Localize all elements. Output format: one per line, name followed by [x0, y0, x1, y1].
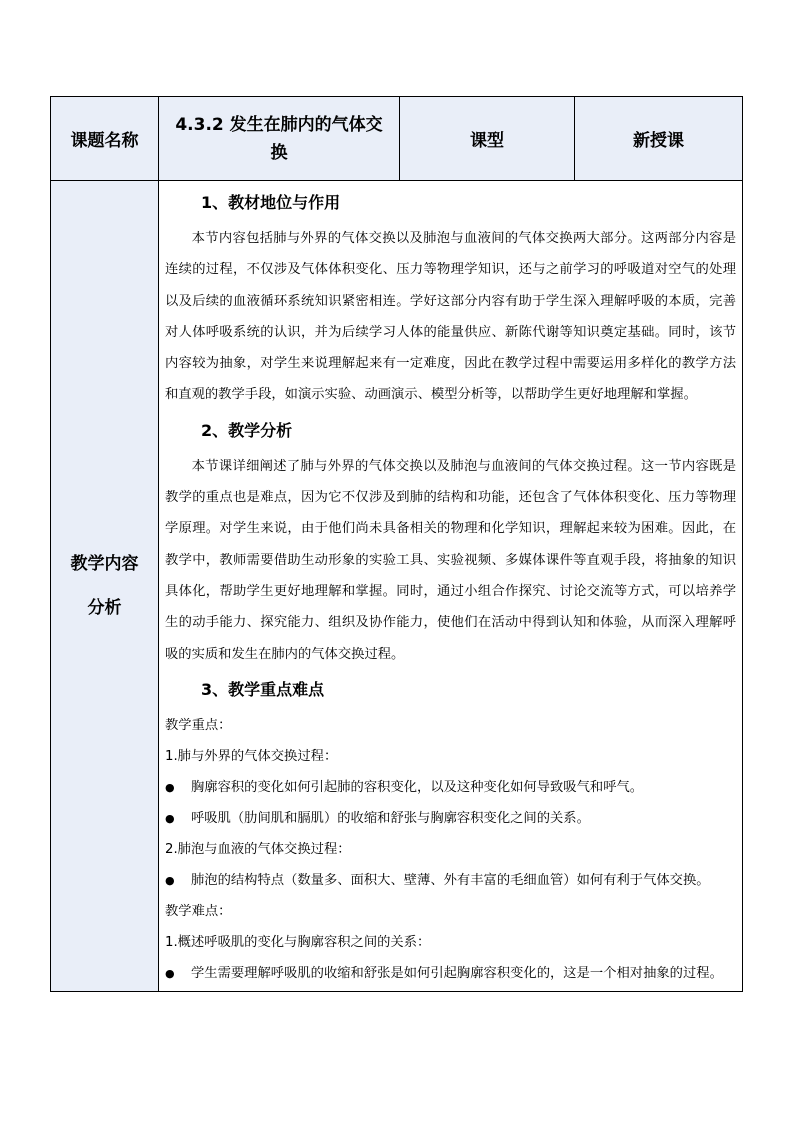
- difficult-points-label: 教学难点：: [165, 903, 232, 919]
- section-title-3: 3、教学重点难点: [201, 679, 325, 699]
- lesson-plan-table: [50, 96, 743, 992]
- content-cell: [159, 181, 743, 992]
- header-row: [51, 97, 743, 181]
- key-point-item-1: 1.肺与外界的气体交换过程：: [165, 748, 338, 764]
- bullet-icon: ●: [165, 966, 175, 980]
- list-item: [165, 772, 736, 803]
- bullet-text: 肺泡的结构特点（数量多、面积大、壁薄、外有丰富的毛细血管）如何有利于气体交换。: [191, 872, 710, 888]
- section-paragraph-2: 本节课详细阐述了肺与外界的气体交换以及肺泡与血液间的气体交换过程。这一节内容既是教学的重点也是难点，因为它不仅涉及到肺的结构和功能，还包含了气体体积变化、压力等物理学原理。对学生来说，由于他们尚未具备相关的物理和化学知识，理解起来较为困难。因此，在教学中，教师需要借助生动形象的实验工具、实验视频、多媒体课件等直观手段，将抽象的知识具体化，帮助学生更好地理解和掌握。同时，通过小组合作探究、讨论交流等方式，可以培养学生的动手能力、探究能力、组织及协作能力，使他们在活动中得到认知和体验，从而深入理解呼吸的实质和发生在肺内的气体交换过程。: [165, 458, 736, 662]
- list-item: [165, 803, 736, 834]
- bullet-text: 胸廓容积的变化如何引起肺的容积变化，以及这种变化如何导致吸气和呼气。: [191, 779, 644, 795]
- lesson-type-cell: [575, 97, 743, 181]
- key-point-item-2: 2.肺泡与血液的气体交换过程：: [165, 841, 351, 857]
- section-title-2: 2、教学分析: [201, 420, 293, 440]
- lesson-type-value: 新授课: [633, 131, 684, 151]
- bullet-text: 呼吸肌（肋间肌和膈肌）的收缩和舒张与胸廓容积变化之间的关系。: [191, 810, 590, 826]
- topic-label-cell: [51, 97, 159, 181]
- lesson-type-label-cell: [400, 97, 575, 181]
- topic-title: 4.3.2 发生在肺内的气体交换: [175, 114, 383, 163]
- section-paragraph-1: 本节内容包括肺与外界的气体交换以及肺泡与血液间的气体交换两大部分。这两部分内容是连续的过程，不仅涉及气体体积变化、压力等物理学知识，还与之前学习的呼吸道对空气的处理以及后续的血液循环系统知识紧密相连。学好这部分内容有助于学生深入理解呼吸的本质，完善对人体呼吸系统的认识，并为后续学习人体的能量供应、新陈代谢等知识奠定基础。同时，该节内容较为抽象，对学生来说理解起来有一定难度，因此在教学过程中需要运用多样化的教学方法和直观的教学手段，如演示实验、动画演示、模型分析等，以帮助学生更好地理解和掌握。: [165, 231, 736, 403]
- content-row: [51, 181, 743, 992]
- lesson-type-label: 课型: [470, 131, 504, 151]
- bullet-icon: ●: [165, 780, 175, 794]
- section-title-1: 1、教材地位与作用: [201, 193, 341, 212]
- list-item: [165, 958, 736, 989]
- key-points-label: 教学重点：: [165, 717, 232, 733]
- side-label-cell: [51, 181, 159, 992]
- list-item: [165, 865, 736, 896]
- side-label: 教学内容分析: [70, 553, 139, 618]
- bullet-text: 学生需要理解呼吸肌的收缩和舒张是如何引起胸廓容积变化的，这是一个相对抽象的过程。: [191, 965, 723, 981]
- bullet-icon: ●: [165, 811, 175, 825]
- bullet-icon: ●: [165, 873, 175, 887]
- topic-cell: [159, 97, 400, 181]
- topic-label: 课题名称: [70, 131, 139, 151]
- difficult-point-item-1: 1.概述呼吸肌的变化与胸廓容积之间的关系：: [165, 934, 431, 950]
